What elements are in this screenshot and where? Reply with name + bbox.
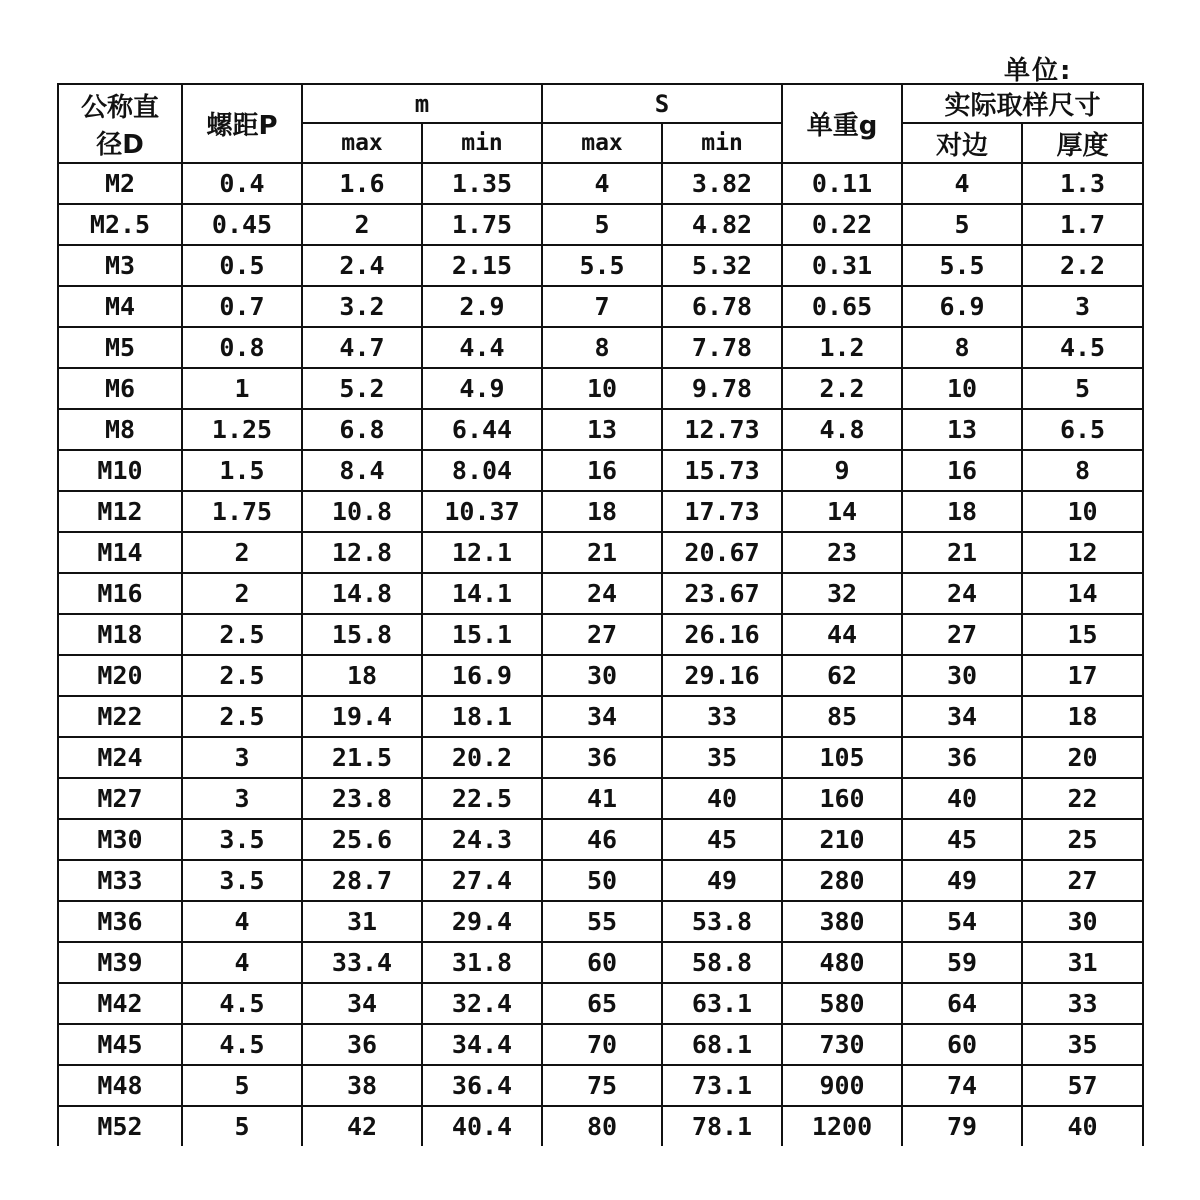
cell-m-min: 34.4 xyxy=(422,1024,542,1065)
header-across-flats: 对边 xyxy=(902,123,1022,163)
cell-s-max: 75 xyxy=(542,1065,662,1106)
cell-m-max: 33.4 xyxy=(302,942,422,983)
cell-thickness: 31 xyxy=(1022,942,1143,983)
cell-size: M6 xyxy=(58,368,182,409)
cell-s-max: 65 xyxy=(542,983,662,1024)
table-row xyxy=(58,286,1143,327)
cell-s-max: 70 xyxy=(542,1024,662,1065)
cell-weight: 1.2 xyxy=(782,327,902,368)
cell-m-max: 2 xyxy=(302,204,422,245)
cell-across-flats: 59 xyxy=(902,942,1022,983)
cell-pitch: 2.5 xyxy=(182,655,302,696)
cell-thickness: 33 xyxy=(1022,983,1143,1024)
cell-s-max: 60 xyxy=(542,942,662,983)
cell-across-flats: 16 xyxy=(902,450,1022,491)
cell-s-min: 29.16 xyxy=(662,655,782,696)
cell-across-flats: 40 xyxy=(902,778,1022,819)
cell-s-max: 5 xyxy=(542,204,662,245)
cell-pitch: 5 xyxy=(182,1065,302,1106)
cell-across-flats: 64 xyxy=(902,983,1022,1024)
cell-m-min: 1.35 xyxy=(422,163,542,204)
header-m-max: max xyxy=(302,123,422,163)
cell-s-max: 16 xyxy=(542,450,662,491)
cell-pitch: 4 xyxy=(182,942,302,983)
cell-m-min: 2.9 xyxy=(422,286,542,327)
cell-s-max: 34 xyxy=(542,696,662,737)
cell-pitch: 2.5 xyxy=(182,614,302,655)
cell-s-max: 50 xyxy=(542,860,662,901)
cell-size: M4 xyxy=(58,286,182,327)
cell-across-flats: 8 xyxy=(902,327,1022,368)
cell-m-max: 6.8 xyxy=(302,409,422,450)
cell-weight: 380 xyxy=(782,901,902,942)
table-row xyxy=(58,737,1143,778)
cell-m-min: 32.4 xyxy=(422,983,542,1024)
header-s-max: max xyxy=(542,123,662,163)
cell-weight: 2.2 xyxy=(782,368,902,409)
table-row xyxy=(58,1024,1143,1065)
cell-size: M16 xyxy=(58,573,182,614)
cell-size: M52 xyxy=(58,1106,182,1146)
cell-m-max: 23.8 xyxy=(302,778,422,819)
header-s: S xyxy=(542,84,782,123)
cell-m-max: 14.8 xyxy=(302,573,422,614)
cell-s-min: 53.8 xyxy=(662,901,782,942)
cell-thickness: 30 xyxy=(1022,901,1143,942)
cell-size: M22 xyxy=(58,696,182,737)
cell-across-flats: 54 xyxy=(902,901,1022,942)
cell-s-min: 26.16 xyxy=(662,614,782,655)
cell-pitch: 0.8 xyxy=(182,327,302,368)
cell-pitch: 4.5 xyxy=(182,1024,302,1065)
cell-s-max: 10 xyxy=(542,368,662,409)
cell-thickness: 10 xyxy=(1022,491,1143,532)
cell-m-min: 18.1 xyxy=(422,696,542,737)
cell-size: M33 xyxy=(58,860,182,901)
cell-s-max: 7 xyxy=(542,286,662,327)
cell-m-max: 21.5 xyxy=(302,737,422,778)
cell-thickness: 8 xyxy=(1022,450,1143,491)
cell-size: M20 xyxy=(58,655,182,696)
table-row xyxy=(58,327,1143,368)
cell-thickness: 1.7 xyxy=(1022,204,1143,245)
cell-pitch: 1.75 xyxy=(182,491,302,532)
table-row xyxy=(58,491,1143,532)
cell-s-max: 30 xyxy=(542,655,662,696)
cell-m-min: 40.4 xyxy=(422,1106,542,1146)
cell-pitch: 3.5 xyxy=(182,819,302,860)
cell-weight: 0.22 xyxy=(782,204,902,245)
cell-weight: 580 xyxy=(782,983,902,1024)
cell-m-min: 8.04 xyxy=(422,450,542,491)
cell-m-max: 31 xyxy=(302,901,422,942)
cell-m-min: 24.3 xyxy=(422,819,542,860)
cell-m-min: 12.1 xyxy=(422,532,542,573)
unit-label: 单位: xyxy=(1004,56,1073,86)
cell-s-min: 9.78 xyxy=(662,368,782,409)
cell-weight: 85 xyxy=(782,696,902,737)
cell-m-max: 34 xyxy=(302,983,422,1024)
cell-across-flats: 45 xyxy=(902,819,1022,860)
cell-s-min: 40 xyxy=(662,778,782,819)
table-row xyxy=(58,163,1143,204)
cell-s-min: 12.73 xyxy=(662,409,782,450)
cell-thickness: 25 xyxy=(1022,819,1143,860)
cell-s-min: 68.1 xyxy=(662,1024,782,1065)
cell-weight: 900 xyxy=(782,1065,902,1106)
cell-m-min: 1.75 xyxy=(422,204,542,245)
cell-across-flats: 5.5 xyxy=(902,245,1022,286)
table-row xyxy=(58,573,1143,614)
cell-s-min: 17.73 xyxy=(662,491,782,532)
cell-m-max: 18 xyxy=(302,655,422,696)
cell-m-min: 20.2 xyxy=(422,737,542,778)
cell-s-max: 41 xyxy=(542,778,662,819)
cell-size: M27 xyxy=(58,778,182,819)
header-s-min: min xyxy=(662,123,782,163)
cell-pitch: 0.5 xyxy=(182,245,302,286)
cell-thickness: 15 xyxy=(1022,614,1143,655)
cell-s-max: 4 xyxy=(542,163,662,204)
cell-size: M5 xyxy=(58,327,182,368)
cell-across-flats: 36 xyxy=(902,737,1022,778)
cell-m-max: 10.8 xyxy=(302,491,422,532)
cell-s-max: 8 xyxy=(542,327,662,368)
header-m-min: min xyxy=(422,123,542,163)
header-nominal-diameter xyxy=(58,84,182,163)
table-body xyxy=(58,163,1143,1146)
cell-s-min: 63.1 xyxy=(662,983,782,1024)
table-row xyxy=(58,1065,1143,1106)
cell-m-max: 2.4 xyxy=(302,245,422,286)
cell-pitch: 5 xyxy=(182,1106,302,1146)
cell-across-flats: 60 xyxy=(902,1024,1022,1065)
cell-m-min: 10.37 xyxy=(422,491,542,532)
cell-pitch: 3 xyxy=(182,778,302,819)
cell-s-min: 15.73 xyxy=(662,450,782,491)
cell-pitch: 4.5 xyxy=(182,983,302,1024)
cell-size: M36 xyxy=(58,901,182,942)
header-actual-sample: 实际取样尺寸 xyxy=(902,84,1143,123)
cell-size: M2.5 xyxy=(58,204,182,245)
cell-s-min: 5.32 xyxy=(662,245,782,286)
cell-m-max: 4.7 xyxy=(302,327,422,368)
cell-m-min: 6.44 xyxy=(422,409,542,450)
cell-m-min: 29.4 xyxy=(422,901,542,942)
cell-pitch: 0.7 xyxy=(182,286,302,327)
cell-weight: 9 xyxy=(782,450,902,491)
table-row xyxy=(58,450,1143,491)
cell-m-min: 22.5 xyxy=(422,778,542,819)
cell-across-flats: 6.9 xyxy=(902,286,1022,327)
cell-m-min: 4.9 xyxy=(422,368,542,409)
cell-thickness: 40 xyxy=(1022,1106,1143,1146)
table-row xyxy=(58,1106,1143,1146)
cell-across-flats: 5 xyxy=(902,204,1022,245)
cell-pitch: 3.5 xyxy=(182,860,302,901)
cell-weight: 480 xyxy=(782,942,902,983)
cell-thickness: 2.2 xyxy=(1022,245,1143,286)
cell-across-flats: 49 xyxy=(902,860,1022,901)
cell-m-min: 27.4 xyxy=(422,860,542,901)
cell-weight: 210 xyxy=(782,819,902,860)
cell-m-max: 3.2 xyxy=(302,286,422,327)
cell-across-flats: 27 xyxy=(902,614,1022,655)
table-row xyxy=(58,983,1143,1024)
cell-m-max: 36 xyxy=(302,1024,422,1065)
header-weight: 单重g xyxy=(782,84,902,163)
cell-across-flats: 30 xyxy=(902,655,1022,696)
cell-thickness: 4.5 xyxy=(1022,327,1143,368)
table-row xyxy=(58,942,1143,983)
cell-thickness: 5 xyxy=(1022,368,1143,409)
header-nominal-diameter-line2: 径D xyxy=(96,129,144,160)
cell-weight: 0.65 xyxy=(782,286,902,327)
cell-s-max: 13 xyxy=(542,409,662,450)
cell-weight: 0.11 xyxy=(782,163,902,204)
cell-thickness: 14 xyxy=(1022,573,1143,614)
table-row xyxy=(58,204,1143,245)
cell-m-min: 36.4 xyxy=(422,1065,542,1106)
cell-thickness: 35 xyxy=(1022,1024,1143,1065)
cell-s-max: 5.5 xyxy=(542,245,662,286)
cell-weight: 44 xyxy=(782,614,902,655)
cell-m-max: 25.6 xyxy=(302,819,422,860)
table-row xyxy=(58,778,1143,819)
cell-size: M45 xyxy=(58,1024,182,1065)
table-row xyxy=(58,614,1143,655)
cell-size: M39 xyxy=(58,942,182,983)
cell-m-max: 15.8 xyxy=(302,614,422,655)
cell-s-min: 73.1 xyxy=(662,1065,782,1106)
cell-across-flats: 34 xyxy=(902,696,1022,737)
table-row xyxy=(58,655,1143,696)
cell-s-max: 80 xyxy=(542,1106,662,1146)
cell-weight: 4.8 xyxy=(782,409,902,450)
cell-pitch: 1 xyxy=(182,368,302,409)
cell-weight: 280 xyxy=(782,860,902,901)
cell-s-max: 24 xyxy=(542,573,662,614)
cell-s-min: 49 xyxy=(662,860,782,901)
cell-pitch: 0.4 xyxy=(182,163,302,204)
table-row xyxy=(58,532,1143,573)
cell-s-min: 20.67 xyxy=(662,532,782,573)
cell-pitch: 1.25 xyxy=(182,409,302,450)
cell-m-min: 15.1 xyxy=(422,614,542,655)
cell-thickness: 17 xyxy=(1022,655,1143,696)
cell-size: M48 xyxy=(58,1065,182,1106)
header-nominal-diameter-line1: 公称直 xyxy=(80,92,159,123)
cell-s-min: 6.78 xyxy=(662,286,782,327)
cell-s-min: 7.78 xyxy=(662,327,782,368)
header-pitch: 螺距P xyxy=(182,84,302,163)
cell-s-min: 4.82 xyxy=(662,204,782,245)
cell-size: M12 xyxy=(58,491,182,532)
cell-size: M42 xyxy=(58,983,182,1024)
cell-weight: 0.31 xyxy=(782,245,902,286)
cell-m-max: 8.4 xyxy=(302,450,422,491)
cell-thickness: 6.5 xyxy=(1022,409,1143,450)
cell-s-min: 23.67 xyxy=(662,573,782,614)
cell-m-max: 5.2 xyxy=(302,368,422,409)
cell-pitch: 1.5 xyxy=(182,450,302,491)
cell-s-min: 45 xyxy=(662,819,782,860)
cell-across-flats: 79 xyxy=(902,1106,1022,1146)
cell-s-max: 27 xyxy=(542,614,662,655)
cell-across-flats: 74 xyxy=(902,1065,1022,1106)
cell-pitch: 3 xyxy=(182,737,302,778)
cell-size: M18 xyxy=(58,614,182,655)
cell-thickness: 22 xyxy=(1022,778,1143,819)
cell-m-max: 12.8 xyxy=(302,532,422,573)
cell-m-max: 42 xyxy=(302,1106,422,1146)
cell-weight: 160 xyxy=(782,778,902,819)
cell-s-max: 46 xyxy=(542,819,662,860)
header-m: m xyxy=(302,84,542,123)
cell-pitch: 4 xyxy=(182,901,302,942)
cell-thickness: 3 xyxy=(1022,286,1143,327)
cell-size: M2 xyxy=(58,163,182,204)
cell-thickness: 18 xyxy=(1022,696,1143,737)
cell-weight: 105 xyxy=(782,737,902,778)
cell-s-min: 35 xyxy=(662,737,782,778)
cell-m-max: 1.6 xyxy=(302,163,422,204)
cell-s-min: 58.8 xyxy=(662,942,782,983)
cell-m-min: 2.15 xyxy=(422,245,542,286)
table-row xyxy=(58,368,1143,409)
cell-across-flats: 10 xyxy=(902,368,1022,409)
cell-weight: 32 xyxy=(782,573,902,614)
cell-across-flats: 4 xyxy=(902,163,1022,204)
cell-weight: 23 xyxy=(782,532,902,573)
cell-across-flats: 18 xyxy=(902,491,1022,532)
cell-weight: 730 xyxy=(782,1024,902,1065)
table-row xyxy=(58,245,1143,286)
cell-size: M14 xyxy=(58,532,182,573)
cell-m-max: 38 xyxy=(302,1065,422,1106)
cell-size: M24 xyxy=(58,737,182,778)
cell-m-min: 31.8 xyxy=(422,942,542,983)
cell-thickness: 27 xyxy=(1022,860,1143,901)
cell-m-max: 19.4 xyxy=(302,696,422,737)
cell-m-min: 16.9 xyxy=(422,655,542,696)
cell-thickness: 57 xyxy=(1022,1065,1143,1106)
cell-thickness: 12 xyxy=(1022,532,1143,573)
cell-s-max: 36 xyxy=(542,737,662,778)
cell-size: M3 xyxy=(58,245,182,286)
cell-across-flats: 24 xyxy=(902,573,1022,614)
cell-size: M10 xyxy=(58,450,182,491)
cell-m-max: 28.7 xyxy=(302,860,422,901)
table-row xyxy=(58,409,1143,450)
cell-pitch: 2 xyxy=(182,573,302,614)
table-header xyxy=(58,84,1143,163)
cell-s-max: 18 xyxy=(542,491,662,532)
cell-weight: 14 xyxy=(782,491,902,532)
cell-thickness: 20 xyxy=(1022,737,1143,778)
nut-spec-table xyxy=(57,83,1144,1146)
cell-across-flats: 13 xyxy=(902,409,1022,450)
cell-pitch: 2.5 xyxy=(182,696,302,737)
cell-thickness: 1.3 xyxy=(1022,163,1143,204)
cell-s-min: 3.82 xyxy=(662,163,782,204)
cell-weight: 62 xyxy=(782,655,902,696)
cell-m-min: 14.1 xyxy=(422,573,542,614)
cell-size: M8 xyxy=(58,409,182,450)
cell-size: M30 xyxy=(58,819,182,860)
cell-s-min: 78.1 xyxy=(662,1106,782,1146)
cell-weight: 1200 xyxy=(782,1106,902,1146)
cell-across-flats: 21 xyxy=(902,532,1022,573)
header-thickness: 厚度 xyxy=(1022,123,1143,163)
cell-s-min: 33 xyxy=(662,696,782,737)
table-row xyxy=(58,860,1143,901)
cell-pitch: 0.45 xyxy=(182,204,302,245)
cell-s-max: 55 xyxy=(542,901,662,942)
cell-m-min: 4.4 xyxy=(422,327,542,368)
table-row xyxy=(58,901,1143,942)
table-row xyxy=(58,696,1143,737)
cell-pitch: 2 xyxy=(182,532,302,573)
cell-s-max: 21 xyxy=(542,532,662,573)
table-row xyxy=(58,819,1143,860)
